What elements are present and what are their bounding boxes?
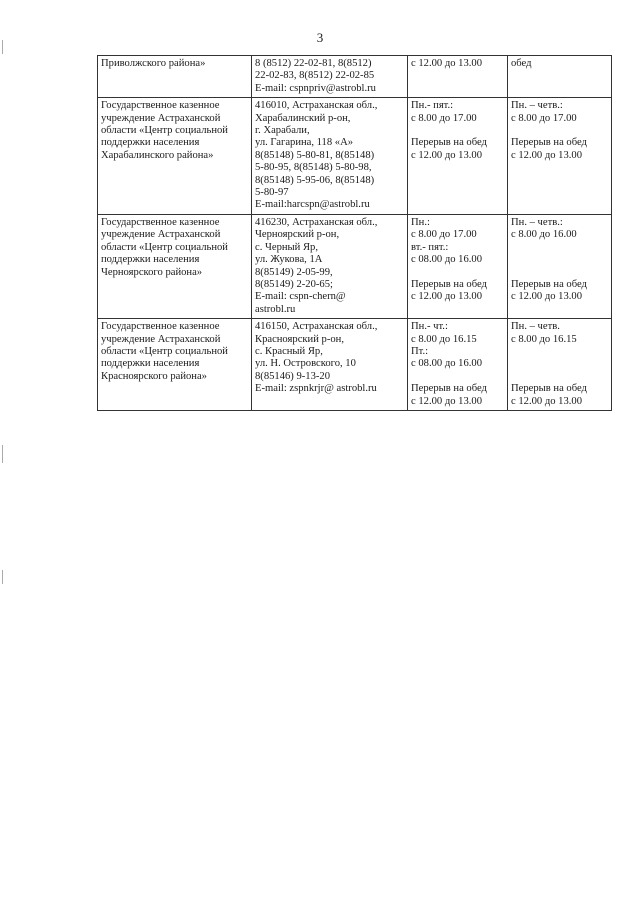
cell-text-line: с 12.00 до 13.00 — [411, 291, 483, 303]
blank-line — [511, 371, 608, 383]
cell-text-line: 5-80-97 — [255, 187, 289, 199]
cell-text-line: Красноярского района» — [101, 370, 207, 382]
cell-text-line: E-mail: cspnpriv@astrobl.ru — [255, 82, 376, 94]
offices-table — [97, 55, 612, 411]
cell-text-line: Государственное казенное — [101, 321, 220, 333]
organization-cell — [98, 56, 252, 98]
cell-text-line: Пн.- пят.: — [411, 100, 454, 112]
schedule-alt-cell — [508, 214, 612, 318]
cell-text-line: области «Центр социальной — [101, 345, 228, 357]
schedule-alt-cell — [508, 98, 612, 215]
cell-text-line: Государственное казенное — [101, 216, 220, 228]
cell-text-line: Пт.: — [411, 345, 429, 357]
table-row — [98, 98, 612, 215]
cell-text-line: г. Харабали, — [255, 125, 310, 137]
cell-text-line: Перерыв на обед — [411, 137, 487, 149]
scan-edge-mark — [2, 570, 3, 584]
cell-text-line: E-mail: cspn-chern@ — [255, 291, 346, 303]
cell-text-line: с 12.00 до 13.00 — [511, 149, 583, 161]
cell-text-line: 8(85149) 2-20-65; — [255, 278, 333, 290]
cell-text-line: Пн. – четв.: — [511, 216, 563, 228]
table-row — [98, 214, 612, 318]
blank-line — [411, 371, 504, 383]
cell-text-line: учреждение Астраханской — [101, 229, 221, 241]
address-cell — [252, 214, 408, 318]
schedule-alt-cell — [508, 56, 612, 98]
cell-text-line: Черноярский р-он, — [255, 229, 340, 241]
blank-line — [411, 267, 504, 279]
organization-cell — [98, 319, 252, 411]
cell-text-line: с 12.00 до 13.00 — [511, 395, 583, 407]
cell-text-line: Харабалинский р-он, — [255, 112, 351, 124]
cell-text-line: Государственное казенное — [101, 100, 220, 112]
cell-text-line: Перерыв на обед — [511, 278, 587, 290]
cell-text-line: с. Черный Яр, — [255, 241, 318, 253]
blank-line — [511, 346, 608, 358]
schedule-alt-cell — [508, 319, 612, 411]
blank-line — [411, 125, 504, 137]
cell-text-line: 8(85148) 5-80-81, 8(85148) — [255, 149, 375, 161]
blank-line — [511, 125, 608, 137]
cell-text-line: поддержки населения — [101, 254, 200, 266]
cell-text-line: области «Центр социальной — [101, 125, 228, 137]
cell-text-line: с 8.00 до 17.00 — [411, 229, 477, 241]
cell-text-line: Красноярский р-он, — [255, 333, 344, 345]
cell-text-line: с 8.00 до 16.15 — [411, 333, 477, 345]
blank-line — [511, 266, 608, 278]
schedule-weekday-cell — [408, 319, 508, 411]
cell-text-line: учреждение Астраханской — [101, 112, 221, 124]
cell-text-line: обед — [511, 58, 532, 69]
cell-text-line: E-mail: zspnkrjr@ astrobl.ru — [255, 383, 377, 395]
cell-text-line: 22-02-83, 8(8512) 22-02-85 — [255, 70, 375, 82]
cell-text-line: с 8.00 до 17.00 — [411, 112, 477, 124]
blank-line — [511, 254, 608, 266]
cell-text-line: 416230, Астраханская обл., — [255, 216, 378, 228]
cell-text-line: с 8.00 до 16.00 — [511, 229, 577, 241]
cell-text-line: 8(85149) 2-05-99, — [255, 266, 333, 278]
schedule-weekday-cell — [408, 56, 508, 98]
organization-cell — [98, 214, 252, 318]
cell-text-line: ул. Н. Островского, 10 — [255, 358, 356, 370]
cell-text-line: учреждение Астраханской — [101, 333, 221, 345]
cell-text-line: с 8.00 до 17.00 — [511, 112, 577, 124]
scan-edge-mark — [2, 445, 3, 463]
scan-edge-mark — [2, 40, 3, 54]
table-row — [98, 56, 612, 98]
cell-text-line: ул. Гагарина, 118 «А» — [255, 137, 354, 149]
cell-text-line: Перерыв на обед — [411, 278, 487, 290]
cell-text-line: с 08.00 до 16.00 — [411, 358, 483, 370]
cell-text-line: области «Центр социальной — [101, 241, 228, 253]
cell-text-line: с 12.00 до 13.00 — [411, 149, 483, 161]
cell-text-line: Пн. – четв. — [511, 321, 560, 333]
cell-text-line: поддержки населения — [101, 137, 200, 149]
address-cell — [252, 56, 408, 98]
offices-table-body — [98, 56, 612, 411]
cell-text-line: Перерыв на обед — [511, 137, 587, 149]
cell-text-line: Черноярского района» — [101, 266, 203, 278]
blank-line — [511, 242, 608, 254]
cell-text-line: с. Красный Яр, — [255, 345, 323, 357]
schedule-weekday-cell — [408, 214, 508, 318]
address-cell — [252, 98, 408, 215]
cell-text-line: 416150, Астраханская обл., — [255, 321, 378, 333]
cell-text-line: E-mail:harcspn@astrobl.ru — [255, 199, 370, 211]
cell-text-line: 8(85146) 9-13-20 — [255, 370, 331, 382]
cell-text-line: 5-80-95, 8(85148) 5-80-98, — [255, 162, 372, 174]
cell-text-line: Перерыв на обед — [411, 383, 487, 395]
cell-text-line: Пн.- чт.: — [411, 321, 448, 333]
cell-text-line: с 8.00 до 16.15 — [511, 333, 577, 345]
schedule-weekday-cell — [408, 98, 508, 215]
cell-text-line: 416010, Астраханская обл., — [255, 100, 378, 112]
cell-text-line: 8(85148) 5-95-06, 8(85148) — [255, 174, 375, 186]
organization-cell — [98, 98, 252, 215]
cell-text-line: Харабалинского района» — [101, 149, 214, 161]
cell-text-line: 8 (8512) 22-02-81, 8(8512) — [255, 58, 372, 69]
blank-line — [511, 358, 608, 370]
cell-text-line: Пн.: — [411, 216, 430, 228]
cell-text-line: с 12.00 до 13.00 — [411, 395, 483, 407]
cell-text-line: с 12.00 до 13.00 — [511, 291, 583, 303]
cell-text-line: с 12.00 до 13.00 — [411, 58, 483, 69]
cell-text-line: ул. Жукова, 1А — [255, 254, 323, 266]
table-row — [98, 319, 612, 411]
cell-text-line: astrobl.ru — [255, 303, 296, 315]
cell-text-line: Пн. – четв.: — [511, 100, 563, 112]
address-cell — [252, 319, 408, 411]
cell-text-line: Приволжского района» — [101, 58, 206, 69]
cell-text-line: с 08.00 до 16.00 — [411, 254, 483, 266]
cell-text-line: поддержки населения — [101, 358, 200, 370]
page-number: 3 — [316, 30, 324, 45]
cell-text-line: Перерыв на обед — [511, 383, 587, 395]
cell-text-line: вт.- пят.: — [411, 241, 449, 253]
